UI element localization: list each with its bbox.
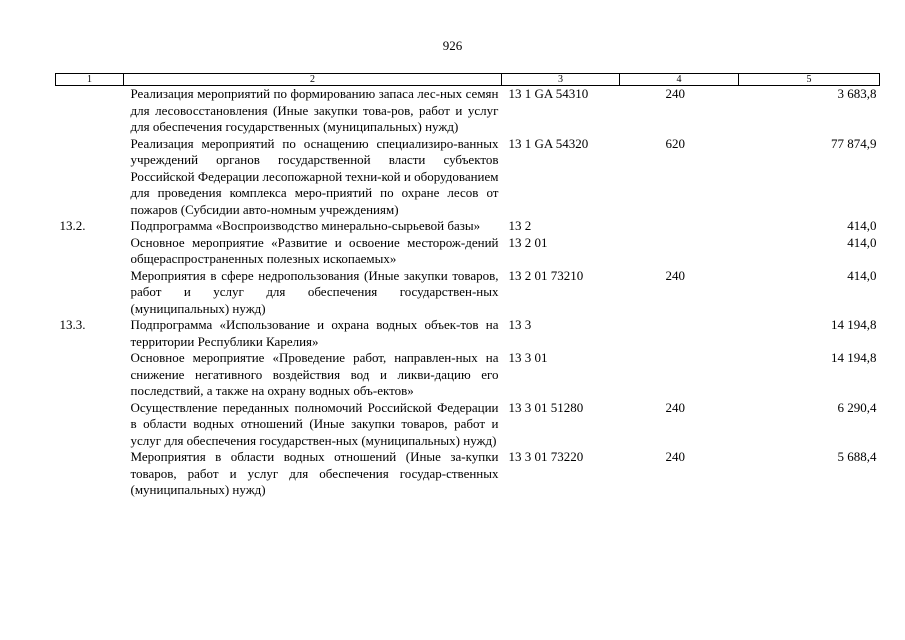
row-code: 13 3 (508, 317, 532, 332)
row-code: 13 2 (508, 218, 532, 233)
row-expense-type: 240 (665, 86, 685, 101)
row-name: Основное мероприятие «Проведение работ, направлен-ных на снижение негативного воздействия вод и ликви-дацию его последствий, а также на охрану водных объ-ектов» (130, 350, 499, 398)
row-name: Реализация мероприятий по оснащению специализиро-ванных учреждений органов государственной власти субъектов Российской Федерации лесопожарной техни-кой и оборудованием для проведения комплекса меро-приятий по охране лесов от пожаров (Субсидии авто-номным учреждениям) (130, 135, 499, 217)
row-code: 13 3 01 (508, 350, 548, 365)
table-row (56, 235, 880, 268)
row-expense-type: 240 (665, 399, 685, 415)
row-name: Основное мероприятие «Развитие и освоение месторож-дений общераспространенных полезных ископаемых» (130, 234, 499, 266)
budget-table (55, 73, 880, 499)
row-number (56, 449, 124, 499)
header-row (56, 74, 880, 86)
row-code: 13 3 01 51280 (508, 399, 584, 415)
table-row (56, 136, 880, 219)
row-number (56, 400, 124, 450)
row-number: 13.3. (59, 317, 86, 332)
table-row (56, 400, 880, 450)
row-name: Подпрограмма «Воспроизводство минерально-сырьевой базы» (130, 218, 481, 233)
row-amount: 414,0 (847, 267, 877, 283)
row-expense-type (620, 235, 739, 268)
row-expense-type (620, 317, 739, 350)
row-number: 13.2. (59, 218, 86, 233)
row-code: 13 2 01 (508, 234, 548, 250)
page-number: 926 (442, 38, 463, 53)
row-number (56, 268, 124, 318)
row-number (56, 136, 124, 219)
header-col-1: 1 (56, 74, 124, 86)
row-number (56, 235, 124, 268)
row-name: Реализация мероприятий по формированию запаса лес-ных семян для лесовосстановления (Иные закупки това-ров, работ и услуг для обеспечения государственных (муниципальных) нужд) (130, 86, 499, 134)
row-expense-type: 620 (665, 135, 685, 151)
row-name: Подпрограмма «Использование и охрана водных объек-тов на территории Республики Карелия» (130, 317, 499, 349)
row-amount: 14 194,8 (831, 350, 877, 365)
row-code: 13 1 GA 54310 (508, 86, 589, 101)
row-code: 13 1 GA 54320 (508, 135, 589, 151)
row-name: Осуществление переданных полномочий Российской Федерации в области водных отношений (Иные закупки товаров, работ и услуг для обеспечения государствен-ных (муниципальных) нужд) (130, 399, 499, 448)
row-expense-type: 240 (665, 449, 685, 464)
row-name: Мероприятия в сфере недропользования (Иные закупки товаров, работ и услуг для обеспечения государствен-ных (муниципальных) нужд) (130, 267, 499, 316)
row-name: Мероприятия в области водных отношений (Иные за-купки товаров, работ и услуг для обеспечения государ-ственных (муниципальных) нужд) (130, 449, 499, 497)
row-expense-type: 240 (665, 267, 685, 283)
row-amount: 414,0 (847, 218, 877, 233)
row-expense-type (620, 350, 739, 400)
row-amount: 5 688,4 (837, 449, 877, 464)
header-col-5: 5 (739, 74, 880, 86)
row-code: 13 3 01 73220 (508, 449, 584, 464)
table-row (56, 317, 880, 350)
table-body (56, 86, 880, 499)
table-header (56, 74, 880, 86)
row-amount: 6 290,4 (837, 399, 877, 415)
row-code: 13 2 01 73210 (508, 267, 584, 283)
header-col-2: 2 (124, 74, 502, 86)
table-row (56, 449, 880, 499)
row-expense-type (620, 218, 739, 235)
row-number (56, 86, 124, 136)
table-row (56, 86, 880, 136)
table-row (56, 268, 880, 318)
header-col-3: 3 (502, 74, 620, 86)
header-col-4: 4 (620, 74, 739, 86)
table-row (56, 218, 880, 235)
row-amount: 14 194,8 (831, 317, 877, 332)
row-number (56, 350, 124, 400)
row-amount: 3 683,8 (837, 86, 877, 101)
row-amount: 414,0 (847, 234, 877, 250)
table-row (56, 350, 880, 400)
row-amount: 77 874,9 (831, 135, 877, 151)
